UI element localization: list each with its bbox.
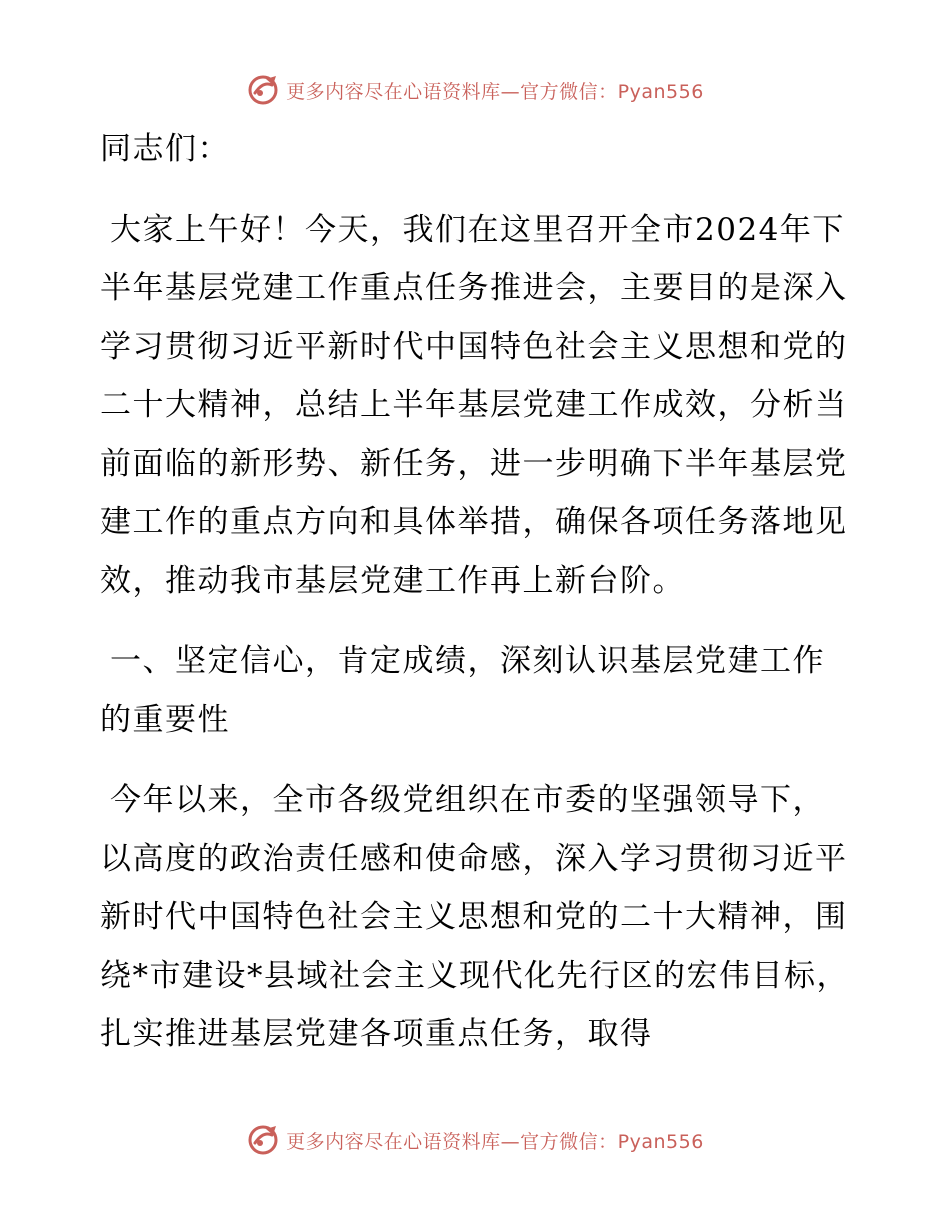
footer-watermark (0, 1120, 950, 1160)
document-body (100, 120, 850, 1064)
paragraph-body: 今年以来，全市各级党组织在市委的坚强领导下，以高度的政治责任感和使命感，深入学习贯彻习近平新时代中国特色社会主义思想和党的二十大精神，围绕*市建设*县域社会主义现代化先行区的宏伟目标，扎实推进基层党建各项重点任务，取得 (100, 782, 849, 1052)
watermark-logo-icon (246, 1123, 280, 1157)
paragraph-intro: 大家上午好！今天，我们在这里召开全市2024年下半年基层党建工作重点任务推进会，主要目的是深入学习贯彻习近平新时代中国特色社会主义思想和党的二十大精神，总结上半年基层党建工作成效，分析当前面临的新形势、新任务，进一步明确下半年基层党建工作的重点方向和具体举措，确保各项任务落地见效，推动我市基层党建工作再上新台阶。 (100, 211, 848, 599)
greeting: 同志们： (100, 131, 230, 167)
section-heading: 一、坚定信心，肯定成绩，深刻认识基层党建工作的重要性 (100, 643, 825, 738)
watermark-text: 更多内容尽在心语资料库—官方微信：Pyan556 (286, 80, 704, 103)
watermark-text: 更多内容尽在心语资料库—官方微信：Pyan556 (286, 1130, 704, 1153)
watermark-logo-icon (246, 73, 280, 107)
header-watermark (0, 70, 950, 110)
